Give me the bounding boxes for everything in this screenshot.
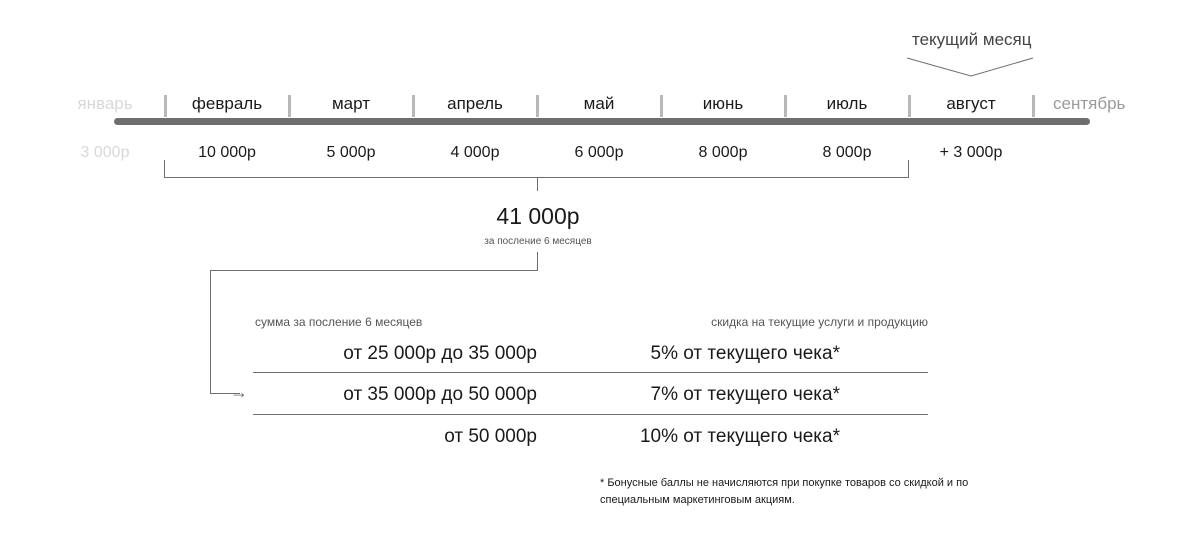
amount-august: + 3 000р [939, 144, 1003, 161]
connector-down [210, 270, 211, 394]
footnote [600, 475, 968, 509]
total-caption: за посление 6 месяцев [484, 236, 592, 247]
month-july: июль [826, 94, 868, 113]
timeline-tick [536, 95, 539, 117]
connector-stem [537, 252, 538, 270]
bracket-stem [537, 177, 538, 191]
table-row-discount: 10% от текущего чека* [639, 426, 840, 447]
table-row-divider [253, 372, 928, 373]
amount-july: 8 000р [822, 144, 872, 161]
amount-june: 8 000р [698, 144, 748, 161]
table-header-sum: сумма за посление 6 месяцев [255, 315, 423, 329]
month-march: март [331, 94, 370, 113]
month-january: январь [77, 94, 133, 113]
amount-april: 4 000р [450, 144, 500, 161]
amount-march: 5 000р [326, 144, 376, 161]
bracket-right-leg [908, 160, 909, 177]
month-may: май [583, 94, 615, 113]
table-row-range: от 25 000р до 35 000р [343, 343, 537, 364]
connector-top [210, 270, 538, 271]
month-april: апрель [447, 94, 503, 113]
table-row-divider [253, 414, 928, 415]
footnote-line: * Бонусные баллы не начисляются при покупке товаров со скидкой и по [600, 477, 969, 489]
current-month-label: текущий месяц [912, 30, 1032, 49]
timeline-tick [908, 95, 911, 117]
footnote-line: специальным маркетинговым акциям. [600, 494, 795, 506]
amount-january: 3 000р [80, 144, 130, 161]
amount-may: 6 000р [574, 144, 624, 161]
month-june: июнь [702, 94, 744, 113]
timeline-tick [412, 95, 415, 117]
table-row-range: от 35 000р до 50 000р [343, 384, 537, 405]
timeline-tick [660, 95, 663, 117]
month-september: сентябрь [1053, 94, 1126, 113]
month-february: февраль [191, 94, 263, 113]
table-row-discount: 7% от текущего чека* [650, 384, 840, 405]
month-august: август [946, 94, 996, 113]
table-row-range: от 50 000р [444, 426, 537, 447]
timeline-tick [1032, 95, 1035, 117]
current-month-pointer [905, 56, 1035, 80]
amount-february: 10 000р [198, 144, 256, 161]
table-row-discount: 5% от текущего чека* [650, 343, 840, 364]
timeline-bar [114, 118, 1090, 125]
bracket-left-leg [164, 160, 165, 177]
timeline-tick [784, 95, 787, 117]
timeline-tick [164, 95, 167, 117]
table-header-discount: скидка на текущие услуги и продукцию [711, 315, 928, 329]
arrow-right-icon: → [230, 382, 248, 402]
total-value: 41 000р [496, 203, 580, 229]
timeline-tick [288, 95, 291, 117]
